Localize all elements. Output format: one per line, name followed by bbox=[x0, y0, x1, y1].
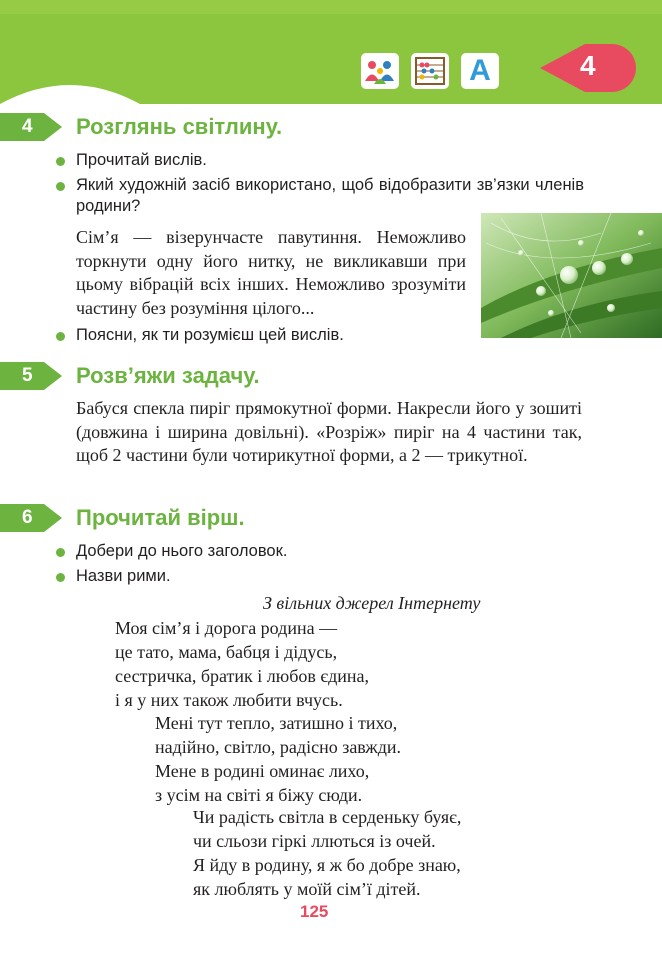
section-6-title: Прочитай вірш. bbox=[76, 505, 245, 530]
family-icon bbox=[359, 51, 401, 91]
section-6-bullet-2: Назви рими. bbox=[76, 566, 576, 587]
poem-line: Я йду в родину, я ж бо добре знаю, bbox=[193, 855, 461, 875]
poem-line: і я у них також любити вчусь. bbox=[115, 690, 343, 710]
poem-line: як люблять у моїй сім’ї дітей. bbox=[193, 879, 421, 899]
poem-line: чи сльози гіркі ллються із очей. bbox=[193, 831, 436, 851]
header-band bbox=[0, 0, 662, 104]
poem-line: Мені тут тепло, затишно і тихо, bbox=[155, 713, 398, 733]
section-4-bullet-1: Прочитай вислів. bbox=[76, 150, 586, 171]
poem-line: Мене в родині оминає лихо, bbox=[155, 761, 370, 781]
page-number: 125 bbox=[300, 902, 329, 921]
section-6-number: 6 bbox=[22, 507, 33, 528]
poem-source: З вільних джерел Інтернету bbox=[263, 593, 481, 613]
chapter-number: 4 bbox=[580, 50, 596, 81]
section-6-bullet-1: Добери до нього заголовок. bbox=[76, 541, 576, 562]
section-4-bullet-2: Який художній засіб використано, щоб відобразити зв’язки членів родини? bbox=[76, 176, 584, 215]
poem-line: Моя сім’я і дорога родина — bbox=[115, 618, 338, 638]
section-4-title: Розглянь світлину. bbox=[76, 114, 283, 139]
abacus-icon bbox=[409, 51, 451, 91]
section-5-number: 5 bbox=[22, 365, 33, 386]
poem-line: сестричка, братик і любов єдина, bbox=[115, 666, 370, 686]
spider-web-photo bbox=[481, 213, 662, 338]
section-5-text: Бабуся спекла пиріг прямокутної форми. Накресли його у зошиті (довжина і ширина довільні). «Розріж» пиріг на 4 частини так, щоб 2 частини були чотирикутної форми, а 2 — трикутної. bbox=[76, 398, 582, 465]
section-4-quote: Сім’я — візерунчасте павутиння. Неможливо торкнути одну його нитку, не викликавши при цьому вібрацій всіх інших. Неможливо зрозуміти частину без розуміння цілого... bbox=[76, 227, 466, 318]
poem-line: надійно, світло, радісно завжди. bbox=[155, 737, 402, 757]
poem-line: з усім на світі я біжу сюди. bbox=[155, 785, 363, 805]
letter-a-icon: A bbox=[459, 51, 501, 91]
section-5-title: Розв’яжи задачу. bbox=[76, 363, 260, 388]
section-4-bullet-3: Поясни, як ти розумієш цей вислів. bbox=[76, 325, 466, 346]
poem-line: це тато, мама, бабця і дідусь, bbox=[115, 642, 338, 662]
section-4-number: 4 bbox=[22, 116, 33, 137]
poem-line: Чи радість світла в серденьку буяє, bbox=[193, 807, 462, 827]
